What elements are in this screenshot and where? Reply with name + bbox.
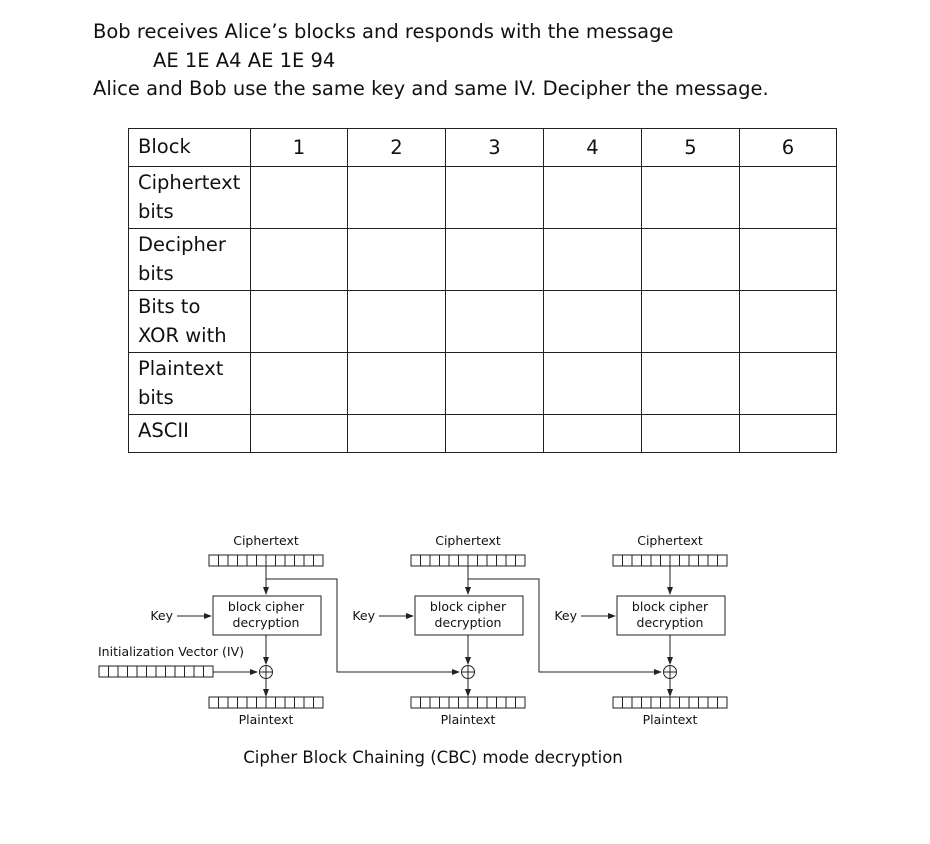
row-label-bits-to-xor: Bits to XOR with <box>129 291 251 353</box>
block-cipher-label: decryption <box>232 615 300 630</box>
header-block-label: Block <box>129 129 251 167</box>
plaintext-label: Plaintext <box>238 712 294 727</box>
key-label: Key <box>352 608 375 623</box>
diagram-caption: Cipher Block Chaining (CBC) mode decryption <box>243 748 623 767</box>
block-cipher-label: block cipher <box>631 599 709 614</box>
plaintext-label: Plaintext <box>440 712 496 727</box>
column-header-5: 5 <box>642 129 740 167</box>
ciphertext-label: Ciphertext <box>435 533 501 548</box>
block-cipher-label: decryption <box>636 615 704 630</box>
iv-label: Initialization Vector (IV) <box>98 644 244 659</box>
hex-message: AE 1E A4 AE 1E 94 <box>153 48 336 72</box>
block-cipher-label: decryption <box>434 615 502 630</box>
row-label-ascii: ASCII <box>129 415 251 453</box>
plaintext-label: Plaintext <box>642 712 698 727</box>
column-header-2: 2 <box>348 129 446 167</box>
block-cipher-label: block cipher <box>227 599 305 614</box>
column-header-4: 4 <box>544 129 642 167</box>
column-header-6: 6 <box>740 129 837 167</box>
problem-line-3: Alice and Bob use the same key and same IV. Decipher the message. <box>93 77 769 100</box>
column-header-3: 3 <box>446 129 544 167</box>
block-cipher-label: block cipher <box>429 599 507 614</box>
ciphertext-label: Ciphertext <box>233 533 299 548</box>
ciphertext-label: Ciphertext <box>637 533 703 548</box>
key-label: Key <box>150 608 173 623</box>
column-header-1: 1 <box>251 129 348 167</box>
row-label-plaintext-bits: Plaintext bits <box>129 353 251 415</box>
key-label: Key <box>554 608 577 623</box>
row-label-ciphertext-bits: Ciphertext bits <box>129 167 251 229</box>
row-label-decipher-bits: Decipher bits <box>129 229 251 291</box>
problem-line-1: Bob receives Alice’s blocks and responds with the message <box>93 20 674 43</box>
